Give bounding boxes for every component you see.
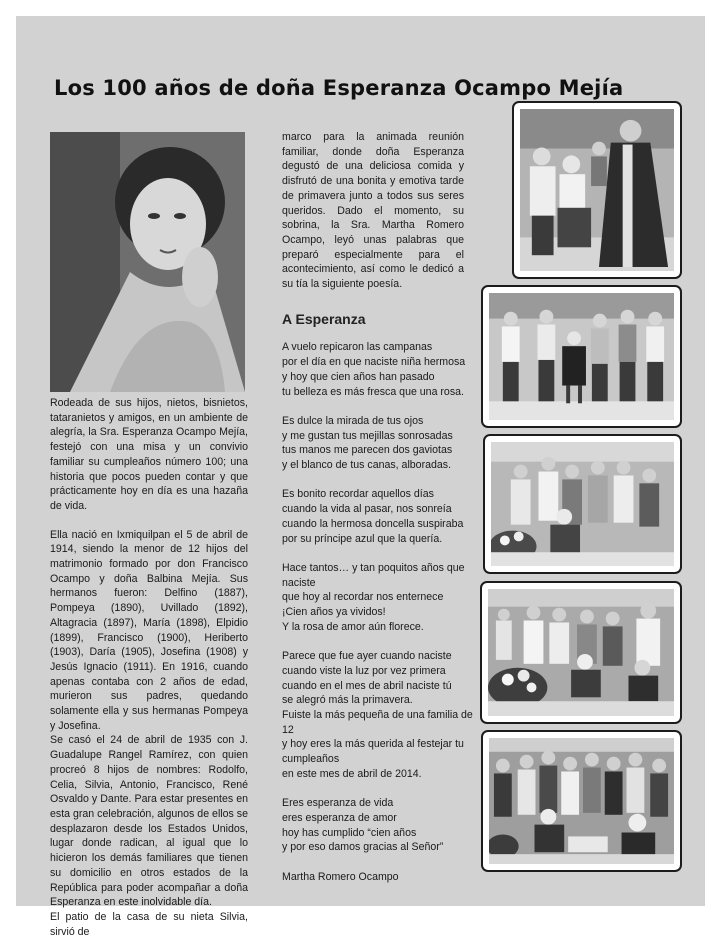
photo-family-group-standing — [481, 285, 682, 428]
poem-line: y por eso damos gracias al Señor” — [282, 841, 444, 854]
poem-signature: Martha Romero Ocampo — [282, 870, 399, 883]
poem-line: y hoy que cien años han pasado — [282, 370, 435, 383]
poem-line: Parece que fue ayer cuando naciste — [282, 650, 452, 663]
poem-line: Es bonito recordar aquellos días — [282, 488, 434, 501]
poem-line: en este mes de abril de 2014. — [282, 767, 422, 780]
poem-line: que hoy al recordar nos enternece — [282, 591, 444, 604]
poem-stanza — [282, 796, 464, 855]
poem-line: tu belleza es más fresca que una rosa. — [282, 385, 464, 398]
poem-stanza — [282, 487, 464, 546]
poem-line: eres esperanza de amor — [282, 811, 397, 824]
paragraph: El patio de la casa de su nieta Silvia, sirvió de — [50, 910, 248, 938]
poem-line: por el día en que naciste niña hermosa — [282, 356, 466, 369]
poem-line: cumpleaños — [282, 753, 340, 766]
portrait-photo — [50, 132, 245, 392]
poem-stanza — [282, 561, 464, 635]
middle-text-column — [282, 130, 473, 884]
poem-line: por su príncipe azul que la quería. — [282, 532, 443, 545]
poem-line: cuando la vida al pasar, nos sonreía — [282, 503, 452, 516]
photo-large-family-group — [481, 730, 682, 872]
poem-line: y hoy eres la más querida al festejar tu — [282, 738, 464, 751]
paragraph: Se casó el 24 de abril de 1935 con J. Guadalupe Rangel Ramírez, con quien procreó 8 hijos de nombres: Rodolfo, Celia, Silvia, Antonio, Francisco, René Osvaldo y Dante. Para estar presentes en esta gran celebración, algunos de ellos se desplazaron desde los Estados Unidos, lugar donde radican, al igual que lo hicieron los demás familiares que tienen su domicilio en otros estados de la República para poder acompañar a doña Esperanza en este inolvidable día. — [50, 734, 248, 909]
paragraph: Ella nació en Ixmiquilpan el 5 de abril de 1914, siendo la menor de 12 hijos del matrimonio formado por don Francisco Ocampo y doña Balbina Mejía. Sus hermanos fueron: Delfino (1887), Pompeya (1890), Uvillado (1892), Altagracia (1897), María (1898), Elpidio (1899), Francisco (1900), Heriberto (1903), Daría (1905), Josefina (1908) y Jesús Ignacio (1911). En 1916, cuando apenas contaba con 2 años de edad, murieron sus padres, quedando solamente ella y sus hermanas Pompeya y Josefina. — [50, 528, 248, 732]
poem-line: Es dulce la mirada de tus ojos — [282, 414, 424, 427]
poem-line: Y la rosa de amor aún florece. — [282, 620, 424, 633]
poem-line: Hace tantos… y tan poquitos años que — [282, 561, 465, 574]
photo-family-group-flowers — [483, 434, 682, 574]
poem-line: y me gustan tus mejillas sonrosadas — [282, 429, 453, 442]
poem-line: cuando viste la luz por vez primera — [282, 664, 446, 677]
article-title: Los 100 años de doña Esperanza Ocampo Mejía — [54, 76, 624, 100]
left-text-column — [50, 396, 248, 939]
poem-line: Fuiste la más pequeña de una familia de — [282, 708, 473, 721]
poem-line: hoy has cumplido “cien años — [282, 826, 417, 839]
paragraph: marco para la animada reunión familiar, donde doña Esperanza degustó de una deliciosa comida y disfrutó de una bonita y emotiva tarde de primavera junto a todos sus seres queridos. Dado el momento, su sobrina, la Sra. Martha Romero Ocampo, leyó unas palabras que preparó especialmente para el acontecimiento, así como le dedicó a su tía la siguiente poesía. — [282, 131, 464, 291]
poem-line: ¡Cien años ya vividos! — [282, 606, 386, 619]
poem-line: A vuelo repicaron las campanas — [282, 341, 433, 354]
poem-line: cuando la hermosa doncella suspiraba — [282, 517, 464, 530]
poem-line: se alegró más la primavera. — [282, 694, 413, 707]
poem-line: tus manos me parecen dos gaviotas — [282, 444, 453, 457]
poem-line: cuando en el mes de abril naciste tú — [282, 679, 452, 692]
photo-family-celebration — [480, 581, 682, 724]
poem-line: 12 — [282, 723, 294, 736]
poem-stanza — [282, 649, 473, 781]
poem-line: y el blanco de tus canas, alboradas. — [282, 459, 452, 472]
paragraph: Rodeada de sus hijos, nietos, bisnietos, tataranietos y amigos, en un ambiente de alegría, la Sra. Esperanza Ocampo Mejía, festejó con una misa y un convivio familiar su cumpleaños número 100; una historia que pocos pueden contar y que prácticamente hoy en día es una hazaña de vida. — [50, 397, 248, 512]
poem-line: naciste — [282, 576, 316, 589]
poem-stanza — [282, 340, 464, 399]
poem-stanza — [282, 414, 464, 473]
poem-line: Eres esperanza de vida — [282, 797, 394, 810]
photo-mass-blessing — [512, 101, 682, 279]
poem-title: A Esperanza — [282, 310, 366, 327]
